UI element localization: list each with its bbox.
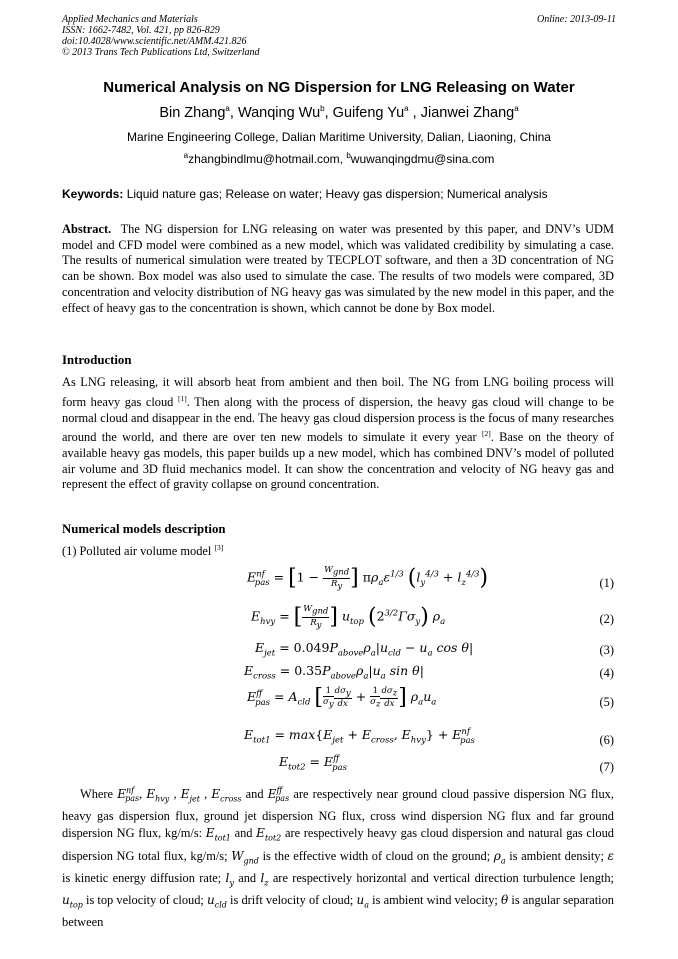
models-heading: Numerical models description [62,522,226,536]
equation-number: (5) [599,695,614,709]
citation-ref[interactable]: [1] [177,393,187,403]
equation-number: (1) [599,576,614,590]
journal-header [62,14,260,58]
models-subheading: (1) Polluted air volume model [3] [62,543,224,559]
author-list: Bin Zhang$^a$, Wanqing Wu$^b$, Guifeng Yu$^a$ , Jianwei Zhang$^a$ [159,104,519,121]
keywords-label: Keywords: [62,187,124,201]
abstract-label: Abstract. [62,222,112,236]
copyright-line: © 2013 Trans Tech Publications Ltd, Switzerland [62,47,260,58]
keywords-text: Liquid nature gas; Release on water; Heavy gas dispersion; Numerical analysis [126,187,548,201]
citation-ref[interactable]: [2] [481,429,491,439]
author-name: Jianwei Zhang [420,104,515,121]
citation-ref[interactable]: [3] [214,543,224,552]
affiliation: Marine Engineering College, Dalian Maritime University, Dalian, Liaoning, China [127,130,551,144]
email-a[interactable]: zhangbindlmu@hotmail.com, [188,152,343,166]
variable-definitions-paragraph: Where $E^{nf}_{pas}$, $E_{hvy}$ , $E_{jet}$ , $E_{cross}$ and $E^{ff}_{pas}$ are respectively near ground cloud passive dispersion NG flux, heavy gas dispersion flux, ground jet dispersion NG flux, cross wind dispersion NG flux and far ground dispersion NG flux, kg/m/s: $E_{tot1}$ and $E_{tot2}$ are respectively heavy gas cloud dispersion and natural gas cloud dispersion NG total flux, kg/m/s; $W_{gnd}$ is the effective width of cloud on the ground; $\rho_a$ is ambient density; ε is kinetic energy diffusion rate; $l_y$ and $l_z$ are respectively horizontal and vertical direction turbulence length; $u_{top}$ is top velocity of cloud; $u_{cld}$ is drift velocity of cloud; $u_a$ is ambient wind velocity; θ is angular separation between [62,786,614,930]
equation-number: (4) [599,666,614,680]
keywords [62,187,618,201]
abstract-text: The NG dispersion for LNG releasing on water was presented by this paper, and DNV’s UDM model and CFD model were combined as a new model, which was validated credibility by simulating a case. The results of numerical simulation were treated by TECPLOT software, and then a 3D concentration of NG can be shown. Box model was also used to simulate the case. The results of two models were compared, 3D concentration and velocity distribution of NG heavy gas was simulated by the new model in this paper, and the effect of heavy gas to the concentration is shown, which cannot be done by Box model. [62,222,614,315]
equation-number: (7) [599,760,614,774]
email-b[interactable]: wuwanqingdmu@sina.com [350,152,495,166]
journal-name: Applied Mechanics and Materials [62,14,198,25]
equation-3: $E_{jet} = 0.049P_{above}\rho_a|u_{cld} - u_a$ cos θ| [255,640,474,659]
equation-2: $E_{hvy}$ = [ $\frac{W_{gnd}}{R_y}$ ] $u_{top}$ $(2^{3/2}\Gamma\sigma_y)$ $\rho_a$ [251,604,446,631]
author-emails: $^a$zhangbindlmu@hotmail.com, $^b$wuwanqingdmu@sina.com [183,151,495,166]
online-date: Online: 2013-09-11 [537,14,616,25]
issn-line: ISSN: 1662-7482, Vol. 421, pp 826-829 [62,25,220,36]
equation-number: (6) [599,733,614,747]
author-name: Bin Zhang [159,104,226,121]
introduction-heading: Introduction [62,353,132,367]
equation-7: $E_{tot2} = E^{ff}_{pas}$ [279,754,347,773]
equation-number: (3) [599,643,614,657]
equation-number: (2) [599,612,614,626]
equation-6: $E_{tot1} = \max\{E_{jet} + E_{cross}$, $E_{hvy}\} + E^{nf}_{pas}$ [244,727,475,746]
paper-title: Numerical Analysis on NG Dispersion for LNG Releasing on Water [103,79,575,96]
abstract-paragraph [62,222,614,316]
introduction-paragraph: As LNG releasing, it will absorb heat from ambient and then boil. The NG from LNG boiling process will form heavy gas cloud [1]. Then along with the process of dispersion, the heavy gas cloud will change to be normal cloud and disappear in the end. The heavy gas cloud dispersion process is the focus of many researches around the world, and there are over ten new models to simulate it every year [2]. Base on the theory of available heavy gas models, this paper builds up a new model, which has combined DNV’s model of polluted air volume and 3D fluid mechanics model. It can show the concentration and velocity of NG heavy gas and represent the effect of gravity collapse on ground concentration. [62,375,615,492]
equation-1: $E^{nf}_{pas} = [1$ − $\frac{W_{gnd}}{R_y}$ ] $\pi\rho_a\varepsilon^{1/3}$ $(l_y^{4/3} + l_z^{4/3})$ [247,565,489,592]
author-name: Wanqing Wu [237,104,321,121]
author-name: Guifeng Yu [332,104,405,121]
equation-4: $E_{cross} = 0.35P_{above}\rho_a|u_a$ sin θ| [244,663,424,682]
equation-5: $E^{ff}_{pas} = A_{cld}$ [ $\frac{1}{\sigma_y}$ $\frac{d\sigma_y}{dx}$ + $\frac{1}{\sigma_z}$ $\frac{d\sigma_z}{dx}$ ] $\rho_au_a$ [247,685,437,710]
doi-line: doi:10.4028/www.scientific.net/AMM.421.826 [62,36,247,47]
